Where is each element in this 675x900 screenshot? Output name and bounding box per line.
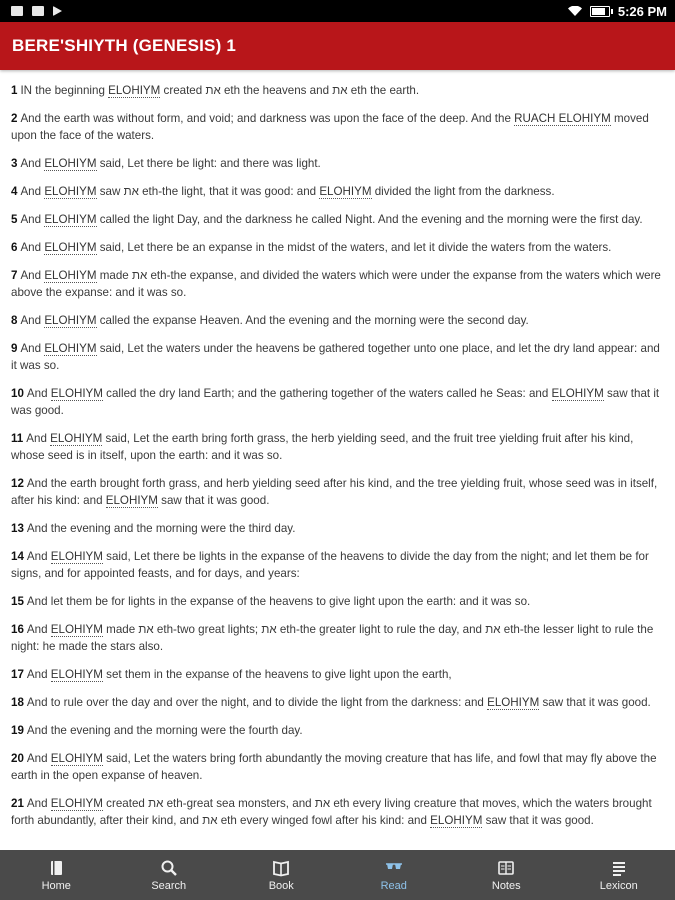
bottom-navigation	[0, 850, 675, 900]
tab-label: Home	[41, 879, 71, 892]
lexicon-link[interactable]: ELOHIYM	[50, 387, 103, 400]
page-title: BERE'SHIYTH (GENESIS) 1	[12, 36, 237, 55]
verse-10[interactable]	[11, 385, 664, 419]
verse-text: And	[20, 314, 45, 327]
lexicon-link[interactable]: ELOHIYM	[551, 387, 604, 400]
verse-11[interactable]	[11, 430, 664, 464]
notification-icons	[0, 6, 62, 16]
verse-text: saw את eth-the light, that it was good: and	[96, 185, 320, 198]
lexicon-link[interactable]: ELOHIYM	[44, 241, 97, 254]
verse-text: And	[20, 342, 45, 355]
verse-text: And	[26, 752, 51, 765]
tab-search[interactable]	[113, 850, 226, 900]
verse-text: saw that it was good.	[482, 814, 594, 827]
lexicon-icon	[610, 859, 628, 877]
lexicon-link[interactable]: ELOHIYM	[50, 668, 103, 681]
verse-15[interactable]	[11, 593, 664, 610]
verse-number: 12	[11, 477, 24, 490]
verse-number: 10	[11, 387, 24, 400]
tab-label: Book	[268, 879, 294, 892]
verse-number: 1	[11, 84, 18, 97]
tab-label: Read	[380, 879, 407, 892]
tab-read[interactable]	[338, 850, 451, 900]
verse-text: moved upon the face of the waters.	[11, 112, 649, 142]
verse-number: 4	[11, 185, 18, 198]
verse-text: called the expanse Heaven. And the evening and the morning were the second day.	[96, 314, 529, 327]
lexicon-link[interactable]: ELOHIYM	[108, 84, 161, 97]
verse-number: 14	[11, 550, 24, 563]
verse-text: saw that it was good.	[539, 696, 651, 709]
verse-9[interactable]	[11, 340, 664, 374]
verse-text: saw that it was good.	[11, 387, 660, 417]
verse-number: 6	[11, 241, 18, 254]
scripture-reader[interactable]	[0, 70, 675, 850]
tab-lexicon[interactable]	[563, 850, 675, 900]
lexicon-link[interactable]: ELOHIYM	[44, 185, 97, 198]
verse-14[interactable]	[11, 548, 664, 582]
verse-text: created את eth the heavens and את eth the earth.	[160, 84, 420, 97]
lexicon-link[interactable]: ELOHIYM	[105, 494, 158, 507]
verse-text: made את eth-two great lights; את eth-the greater light to rule the day, and את eth-the lesser light to rule the night: he made the stars also.	[11, 623, 654, 653]
verse-19[interactable]	[11, 722, 664, 739]
verse-text: set them in the expanse of the heavens to give light upon the earth,	[102, 668, 452, 681]
status-bar	[0, 0, 675, 22]
verse-text: And	[26, 668, 51, 681]
verse-number: 11	[11, 432, 24, 445]
verse-text: And	[26, 623, 51, 636]
verse-number: 5	[11, 213, 18, 226]
verse-number: 19	[11, 724, 24, 737]
gmail-icon	[11, 6, 23, 16]
verse-text: called the dry land Earth; and the gathering together of the waters called he Seas: and	[102, 387, 552, 400]
lexicon-link[interactable]: ELOHIYM	[50, 623, 103, 636]
verse-text: said, Let the waters under the heavens be gathered together unto one place, and let the dry land appear: and it was so.	[11, 342, 660, 372]
verse-text: said, Let there be light: and there was light.	[96, 157, 321, 170]
verse-text: And	[26, 550, 51, 563]
verse-text: said, Let the waters bring forth abundantly the moving creature that has life, and fowl that may fly above the earth in the open expanse of heaven.	[11, 752, 657, 782]
verse-text: And	[20, 157, 45, 170]
verse-13[interactable]	[11, 520, 664, 537]
tab-label: Lexicon	[599, 879, 638, 892]
verse-number: 17	[11, 668, 24, 681]
verse-16[interactable]	[11, 621, 664, 655]
verse-text: called the light Day, and the darkness he called Night. And the evening and the morning were the first day.	[96, 213, 643, 226]
verse-18[interactable]	[11, 694, 664, 711]
verse-17[interactable]	[11, 666, 664, 683]
verse-text: created את eth-great sea monsters, and את eth every living creature that moves, which the waters brought forth abundantly, after their kind, and את eth every winged fowl after his kind: and	[11, 797, 652, 827]
battery-icon	[590, 6, 610, 17]
verse-text: And	[26, 797, 51, 810]
verse-12[interactable]	[11, 475, 664, 509]
verse-4[interactable]	[11, 183, 664, 200]
verse-number: 7	[11, 269, 18, 282]
lexicon-link[interactable]: ELOHIYM	[44, 269, 97, 282]
verse-number: 18	[11, 696, 24, 709]
verse-number: 3	[11, 157, 18, 170]
verse-text: And the earth brought forth grass, and herb yielding seed after his kind, and the tree yielding fruit, whose seed was in itself, after his kind: and	[11, 477, 658, 507]
verse-number: 21	[11, 797, 24, 810]
lexicon-link[interactable]: ELOHIYM	[44, 213, 97, 226]
verse-number: 15	[11, 595, 24, 608]
lexicon-link[interactable]: ELOHIYM	[44, 157, 97, 170]
verse-text: said, Let the earth bring forth grass, the herb yielding seed, and the fruit tree yielding fruit after his kind, whose seed is in itself, upon the earth: and it was so.	[11, 432, 634, 462]
lexicon-link[interactable]: ELOHIYM	[50, 797, 103, 810]
book-closed-icon	[47, 859, 65, 877]
verse-number: 8	[11, 314, 18, 327]
lexicon-link[interactable]: ELOHIYM	[50, 432, 103, 445]
verse-number: 2	[11, 112, 18, 125]
verse-text: divided the light from the darkness.	[371, 185, 555, 198]
verse-1[interactable]	[11, 82, 664, 99]
tab-book[interactable]	[225, 850, 338, 900]
verse-text: IN the beginning	[20, 84, 109, 97]
verse-7[interactable]	[11, 267, 664, 301]
verse-text: And	[20, 241, 45, 254]
verse-text: saw that it was good.	[157, 494, 270, 507]
search-icon	[160, 859, 178, 877]
verse-text: And let them be for lights in the expanse of the heavens to give light upon the earth: and it was so.	[26, 595, 531, 608]
lexicon-link[interactable]: ELOHIYM	[487, 696, 540, 709]
lexicon-link[interactable]: ELOHIYM	[50, 752, 103, 765]
battery-level	[592, 8, 606, 15]
verse-2[interactable]	[11, 110, 664, 144]
verse-text: And	[26, 432, 51, 445]
verse-text: said, Let there be lights in the expanse of the heavens to divide the day from the night; and let them be for signs, and for appointed feasts, and for days, and years:	[11, 550, 649, 580]
glasses-icon	[385, 859, 403, 877]
verse-8[interactable]	[11, 312, 664, 329]
tab-label: Notes	[491, 879, 521, 892]
play-store-icon	[53, 6, 62, 16]
notes-icon	[497, 859, 515, 877]
verse-text: said, Let there be an expanse in the midst of the waters, and let it divide the waters from the waters.	[96, 241, 612, 254]
app-bar	[0, 22, 675, 70]
verse-text: And	[20, 269, 45, 282]
tab-home[interactable]	[0, 850, 113, 900]
verse-number: 20	[11, 752, 24, 765]
verse-text: And to rule over the day and over the night, and to divide the light from the darkness: and	[26, 696, 488, 709]
tab-label: Search	[151, 879, 187, 892]
clock: 5:26 PM	[617, 3, 667, 19]
notification-icon	[32, 6, 44, 16]
verse-text: And the earth was without form, and void; and darkness was upon the face of the deep. And the	[20, 112, 515, 125]
tab-notes[interactable]	[450, 850, 563, 900]
verse-text: And	[20, 213, 45, 226]
wifi-icon	[568, 6, 582, 16]
verse-5[interactable]	[11, 211, 664, 228]
verse-number: 16	[11, 623, 24, 636]
lexicon-link[interactable]: ELOHIYM	[319, 185, 372, 198]
verse-6[interactable]	[11, 239, 664, 256]
verse-3[interactable]	[11, 155, 664, 172]
lexicon-link[interactable]: ELOHIYM	[430, 814, 483, 827]
lexicon-link[interactable]: RUACH ELOHIYM	[514, 112, 611, 125]
verse-text: And the evening and the morning were the third day.	[26, 522, 296, 535]
verse-text: And	[26, 387, 51, 400]
verse-number: 13	[11, 522, 24, 535]
book-open-icon	[272, 859, 290, 877]
verse-number: 9	[11, 342, 18, 355]
lexicon-link[interactable]: ELOHIYM	[44, 342, 97, 355]
verse-20[interactable]	[11, 750, 664, 784]
verse-text: And	[20, 185, 45, 198]
verse-21[interactable]	[11, 795, 664, 829]
verse-text: And the evening and the morning were the fourth day.	[26, 724, 303, 737]
verse-text: made את eth-the expanse, and divided the waters which were under the expanse from the waters which were above the expanse: and it was so.	[11, 269, 661, 299]
lexicon-link[interactable]: ELOHIYM	[44, 314, 97, 327]
lexicon-link[interactable]: ELOHIYM	[50, 550, 103, 563]
